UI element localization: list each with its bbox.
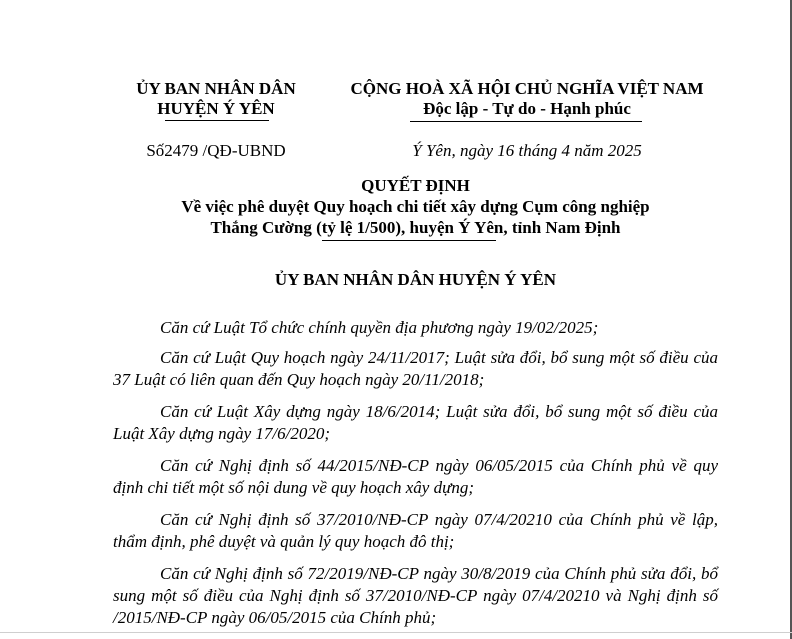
legal-ground-text: Căn cứ Nghị định số 37/2010/NĐ-CP ngày 07/4/20210 của Chính phủ về lập, thẩm định, phê duyệt và quản lý quy hoạch đô thị; <box>113 510 718 551</box>
legal-ground-2 <box>113 347 718 391</box>
document-number: Số2479 /QĐ-UBND <box>146 141 286 160</box>
legal-ground-text: Căn cứ Luật Xây dựng ngày 18/6/2014; Luật sửa đổi, bổ sung một số điều của Luật Xây dựng ngày 17/6/2020; <box>113 402 718 443</box>
document-date: Ý Yên, ngày 16 tháng 4 năm 2025 <box>412 141 642 160</box>
legal-ground-5 <box>113 509 718 553</box>
motto-underline <box>410 121 642 122</box>
legal-ground-6 <box>113 563 718 629</box>
legal-ground-text: Căn cứ Nghị định số 44/2015/NĐ-CP ngày 06/05/2015 của Chính phủ về quy định chi tiết một số nội dung về quy hoạch xây dựng; <box>113 456 718 497</box>
decision-subject-line2: Thắng Cường (tỷ lệ 1/500), huyện Ý Yên, tỉnh Nam Định <box>210 218 621 237</box>
decision-subject-line1: Về việc phê duyệt Quy hoạch chi tiết xây dựng Cụm công nghiệp <box>181 197 650 216</box>
page-bottom-line <box>0 632 792 633</box>
legal-ground-text: Căn cứ Luật Tổ chức chính quyền địa phương ngày 19/02/2025; <box>160 318 599 337</box>
subject-underline <box>322 240 496 241</box>
authority-heading: ỦY BAN NHÂN DÂN HUYỆN Ý YÊN <box>274 270 557 289</box>
national-title: CỘNG HOÀ XÃ HỘI CHỦ NGHĨA VIỆT NAM <box>350 79 704 98</box>
legal-ground-4 <box>113 455 718 499</box>
issuing-authority-line2: HUYỆN Ý YÊN <box>157 99 275 118</box>
legal-ground-text: Căn cứ Luật Quy hoạch ngày 24/11/2017; Luật sửa đổi, bổ sung một số điều của 37 Luật có liên quan đến Quy hoạch ngày 20/11/2018; <box>113 348 718 389</box>
decision-title: QUYẾT ĐỊNH <box>361 176 470 195</box>
authority-underline <box>165 120 269 121</box>
issuing-authority-line1: ỦY BAN NHÂN DÂN <box>136 79 296 98</box>
legal-ground-3 <box>113 401 718 445</box>
legal-ground-1 <box>113 317 718 339</box>
legal-ground-text: Căn cứ Nghị định số 72/2019/NĐ-CP ngày 30/8/2019 của Chính phủ sửa đổi, bổ sung một số điều của Nghị định số 37/2010/NĐ-CP ngày 07/4/20210 và Nghị định số /2015/NĐ-CP ngày 06/05/2015 của Chính phủ; <box>113 564 718 627</box>
national-motto: Độc lập - Tự do - Hạnh phúc <box>423 99 631 118</box>
